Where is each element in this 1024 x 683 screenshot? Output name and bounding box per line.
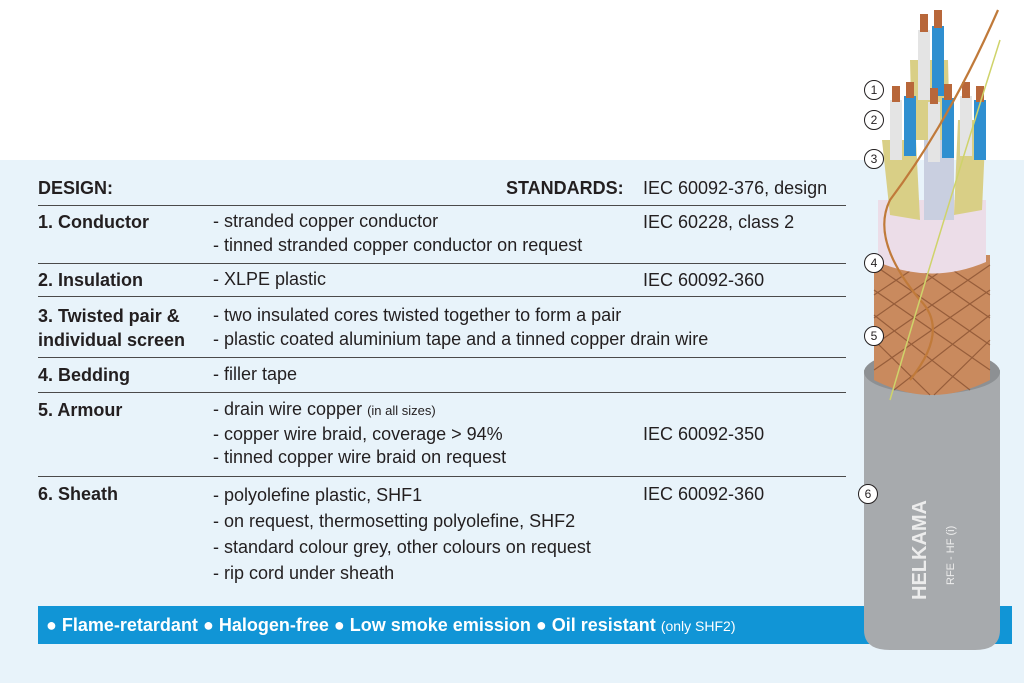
- row-standard: IEC 60092-350: [643, 424, 765, 444]
- divider: [38, 263, 846, 264]
- core-blue: [904, 96, 916, 156]
- row-item: - on request, thermosetting polyolefine, SHF2: [213, 511, 576, 531]
- row-item-note: (in all sizes): [367, 403, 436, 418]
- sheath-shape: [864, 370, 1000, 650]
- core-blue: [974, 100, 986, 160]
- row-item: - polyolefine plastic, SHF1: [213, 485, 423, 505]
- design-heading: DESIGN:: [38, 178, 114, 198]
- row-item: - rip cord under sheath: [213, 563, 395, 583]
- row-name: 6. Sheath: [38, 484, 119, 504]
- core-white: [918, 30, 930, 100]
- row-name-block: [38, 304, 185, 352]
- row-item: - tinned stranded copper conductor on request: [213, 234, 583, 255]
- divider: [38, 392, 846, 393]
- row-name: 4. Bedding: [38, 365, 131, 385]
- callout-6: 6: [858, 484, 878, 504]
- core-white: [890, 100, 902, 160]
- bullet-icon: ●: [333, 615, 345, 635]
- row-standard: IEC 60092-360: [643, 484, 765, 504]
- callout-2: 2: [864, 110, 884, 130]
- divider: [38, 357, 846, 358]
- callout-4: 4: [864, 253, 884, 273]
- row-name: 5. Armour: [38, 400, 123, 420]
- row-item: - stranded copper conductor: [213, 211, 439, 231]
- feature-item: Oil resistant: [551, 615, 656, 635]
- brand-print: HELKAMA: [909, 500, 931, 600]
- callout-3: 3: [864, 149, 884, 169]
- row-standard: IEC 60092-360: [643, 270, 765, 290]
- standards-value: IEC 60092-376, design: [643, 178, 828, 198]
- row-item: - filler tape: [213, 364, 298, 384]
- divider: [38, 476, 846, 477]
- core-blue: [942, 98, 954, 158]
- row-item: - two insulated cores twisted together to form a pair: [213, 305, 622, 325]
- feature-item: Flame-retardant: [61, 615, 198, 635]
- table-header: [38, 178, 846, 202]
- callout-5: 5: [864, 326, 884, 346]
- row-item: - drain wire copper: [213, 399, 363, 419]
- row-standard: IEC 60228, class 2: [643, 212, 795, 232]
- feature-item: Halogen-free: [218, 615, 329, 635]
- row-item: - tinned copper wire braid on request: [213, 447, 507, 467]
- callout-1: 1: [864, 80, 884, 100]
- divider: [38, 205, 846, 206]
- core-blue: [932, 26, 944, 96]
- feature-note: (only SHF2): [660, 618, 736, 634]
- standards-heading: STANDARDS:: [506, 178, 624, 198]
- row-name: 2. Insulation: [38, 270, 144, 290]
- feature-item: Low smoke emission: [349, 615, 531, 635]
- bullet-icon: ●: [202, 615, 214, 635]
- row-name: 3. Twisted pair &: [38, 306, 180, 326]
- marking-print: RFE - HF (i): [945, 525, 957, 585]
- row-item: - plastic coated aluminium tape and a tinned copper drain wire: [213, 328, 709, 349]
- row-item: - standard colour grey, other colours on request: [213, 537, 591, 557]
- row-item: - XLPE plastic: [213, 269, 327, 289]
- row-name: 1. Conductor: [38, 212, 149, 232]
- bullet-icon: ●: [535, 615, 547, 635]
- row-item: - copper wire braid, coverage > 94%: [213, 423, 503, 444]
- row-name: individual screen: [38, 330, 186, 350]
- divider: [38, 296, 846, 297]
- bullet-icon: ●: [46, 615, 57, 635]
- core-white: [928, 102, 940, 162]
